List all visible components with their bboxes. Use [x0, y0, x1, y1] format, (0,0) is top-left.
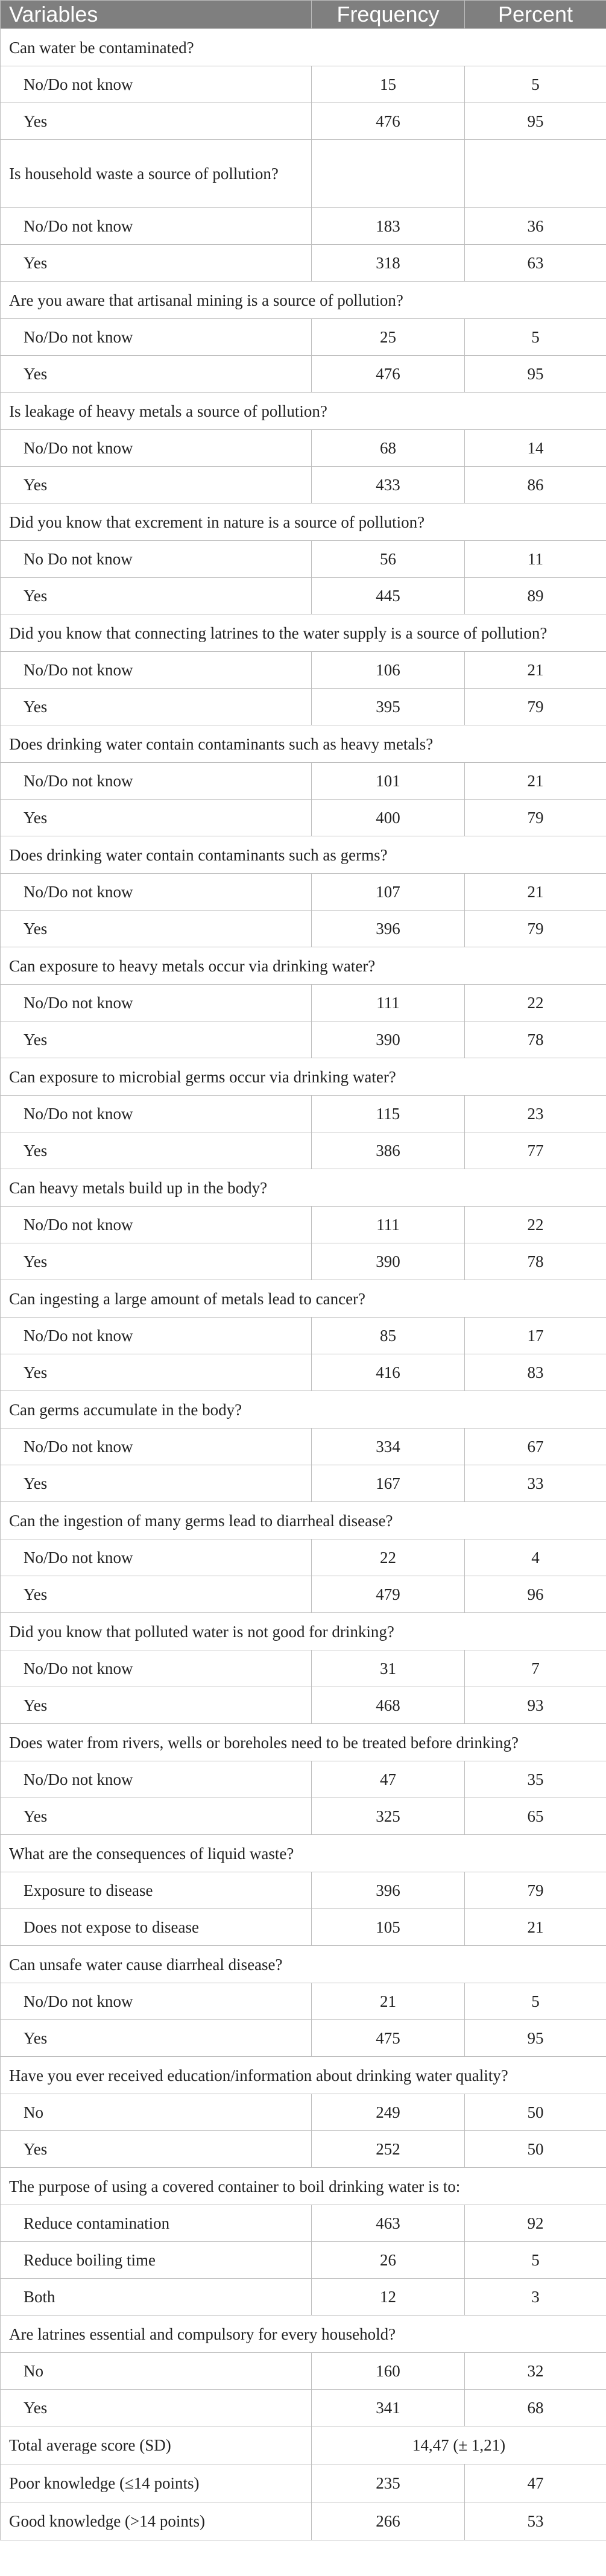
frequency-value: 396	[312, 911, 465, 947]
answer-label: Yes	[1, 245, 312, 282]
percent-value: 7	[465, 1650, 606, 1687]
answer-label: No Do not know	[1, 541, 312, 578]
answer-row	[1, 1207, 606, 1243]
answer-row	[1, 2131, 606, 2168]
answer-row	[1, 1983, 606, 2020]
question-row	[1, 504, 606, 541]
percent-value: 77	[465, 1132, 606, 1169]
frequency-value: 15	[312, 66, 465, 103]
frequency-value: 25	[312, 319, 465, 356]
answer-row	[1, 578, 606, 614]
header-percent: Percent	[465, 1, 606, 29]
frequency-value: 479	[312, 1576, 465, 1613]
answer-row	[1, 800, 606, 836]
answer-label: Yes	[1, 356, 312, 393]
empty-cell	[465, 140, 606, 208]
question-row	[1, 1724, 606, 1761]
answer-row	[1, 2205, 606, 2242]
frequency-value: 476	[312, 356, 465, 393]
answer-label: No/Do not know	[1, 652, 312, 689]
percent-value: 67	[465, 1428, 606, 1465]
frequency-value: 183	[312, 208, 465, 245]
frequency-value: 101	[312, 763, 465, 800]
question-row	[1, 614, 606, 652]
percent-value: 95	[465, 103, 606, 140]
question-text: Is household waste a source of pollution?	[1, 140, 312, 208]
frequency-value: 318	[312, 245, 465, 282]
header-row	[1, 1, 606, 29]
frequency-value: 400	[312, 800, 465, 836]
answer-label: No/Do not know	[1, 319, 312, 356]
frequency-value: 445	[312, 578, 465, 614]
answer-label: Yes	[1, 467, 312, 504]
answer-label: Yes	[1, 2131, 312, 2168]
question-text: Did you know that excrement in nature is a source of pollution?	[1, 504, 606, 541]
answer-label: Yes	[1, 1021, 312, 1058]
question-row	[1, 1058, 606, 1096]
question-text: What are the consequences of liquid waste?	[1, 1835, 606, 1872]
answer-label: No/Do not know	[1, 874, 312, 911]
question-text: Did you know that polluted water is not good for drinking?	[1, 1613, 606, 1650]
frequency-value: 252	[312, 2131, 465, 2168]
answer-row	[1, 356, 606, 393]
percent-value: 63	[465, 245, 606, 282]
percent-value: 35	[465, 1761, 606, 1798]
answer-row	[1, 911, 606, 947]
frequency-value: 476	[312, 103, 465, 140]
question-row	[1, 836, 606, 874]
frequency-value: 111	[312, 985, 465, 1021]
frequency-value: 21	[312, 1983, 465, 2020]
answer-row	[1, 245, 606, 282]
question-text: Can heavy metals build up in the body?	[1, 1169, 606, 1207]
answer-label: No/Do not know	[1, 985, 312, 1021]
frequency-value: 341	[312, 2390, 465, 2426]
answer-row	[1, 319, 606, 356]
answer-label: Yes	[1, 1576, 312, 1613]
percent-value: 5	[465, 66, 606, 103]
answer-label: No/Do not know	[1, 430, 312, 467]
answer-row	[1, 1465, 606, 1502]
percent-value: 96	[465, 1576, 606, 1613]
frequency-value: 22	[312, 1539, 465, 1576]
answer-row	[1, 689, 606, 725]
question-text: Can germs accumulate in the body?	[1, 1391, 606, 1428]
frequency-value: 56	[312, 541, 465, 578]
frequency-value: 334	[312, 1428, 465, 1465]
answer-row	[1, 430, 606, 467]
question-row	[1, 725, 606, 763]
frequency-value: 160	[312, 2353, 465, 2390]
good-knowledge-percent: 53	[465, 2502, 606, 2540]
frequency-value: 12	[312, 2279, 465, 2316]
frequency-value: 105	[312, 1909, 465, 1946]
frequency-value: 416	[312, 1354, 465, 1391]
answer-label: Yes	[1, 1798, 312, 1835]
frequency-value: 115	[312, 1096, 465, 1132]
poor-knowledge-row	[1, 2464, 606, 2502]
frequency-value: 325	[312, 1798, 465, 1835]
answer-label: Yes	[1, 578, 312, 614]
answer-label: Exposure to disease	[1, 1872, 312, 1909]
percent-value: 78	[465, 1021, 606, 1058]
frequency-value: 47	[312, 1761, 465, 1798]
answer-label: Yes	[1, 2390, 312, 2426]
question-row	[1, 1946, 606, 1983]
answer-row	[1, 1798, 606, 1835]
percent-value: 5	[465, 2242, 606, 2279]
answer-row	[1, 2094, 606, 2131]
percent-value: 92	[465, 2205, 606, 2242]
percent-value: 14	[465, 430, 606, 467]
question-text: Can ingesting a large amount of metals lead to cancer?	[1, 1280, 606, 1318]
question-row	[1, 2316, 606, 2353]
percent-value: 79	[465, 1872, 606, 1909]
question-row	[1, 2168, 606, 2205]
frequency-value: 395	[312, 689, 465, 725]
answer-label: No/Do not know	[1, 1318, 312, 1354]
question-text: Can the ingestion of many germs lead to diarrheal disease?	[1, 1502, 606, 1539]
percent-value: 17	[465, 1318, 606, 1354]
frequency-value: 390	[312, 1243, 465, 1280]
answer-row	[1, 763, 606, 800]
answer-label: Yes	[1, 1465, 312, 1502]
percent-value: 21	[465, 874, 606, 911]
question-row	[1, 1613, 606, 1650]
frequency-value: 249	[312, 2094, 465, 2131]
total-score-row	[1, 2426, 606, 2464]
frequency-value: 468	[312, 1687, 465, 1724]
answer-row	[1, 1428, 606, 1465]
answer-row	[1, 874, 606, 911]
percent-value: 93	[465, 1687, 606, 1724]
frequency-value: 390	[312, 1021, 465, 1058]
header-frequency: Frequency	[312, 1, 465, 29]
answer-row	[1, 1761, 606, 1798]
question-row	[1, 1169, 606, 1207]
total-score-value: 14,47 (± 1,21)	[312, 2426, 606, 2464]
answer-label: Yes	[1, 2020, 312, 2057]
answer-label: Yes	[1, 800, 312, 836]
question-text: Is leakage of heavy metals a source of pollution?	[1, 393, 606, 430]
answer-label: Yes	[1, 1243, 312, 1280]
percent-value: 22	[465, 985, 606, 1021]
percent-value: 79	[465, 689, 606, 725]
frequency-value: 463	[312, 2205, 465, 2242]
question-text: Does water from rivers, wells or boreholes need to be treated before drinking?	[1, 1724, 606, 1761]
answer-row	[1, 1354, 606, 1391]
question-row	[1, 1391, 606, 1428]
percent-value: 32	[465, 2353, 606, 2390]
answer-label: Yes	[1, 911, 312, 947]
table-body	[1, 29, 606, 2540]
percent-value: 95	[465, 2020, 606, 2057]
answer-row	[1, 467, 606, 504]
percent-value: 50	[465, 2131, 606, 2168]
answer-label: No/Do not know	[1, 1650, 312, 1687]
answer-row	[1, 2353, 606, 2390]
question-text: Did you know that connecting latrines to the water supply is a source of pollution?	[1, 614, 606, 652]
percent-value: 68	[465, 2390, 606, 2426]
answer-row	[1, 1096, 606, 1132]
frequency-value: 433	[312, 467, 465, 504]
answer-row	[1, 1576, 606, 1613]
answer-label: No	[1, 2094, 312, 2131]
percent-value: 83	[465, 1354, 606, 1391]
question-row	[1, 1835, 606, 1872]
poor-knowledge-percent: 47	[465, 2464, 606, 2502]
answer-row	[1, 541, 606, 578]
percent-value: 5	[465, 1983, 606, 2020]
answer-row	[1, 985, 606, 1021]
answer-label: Both	[1, 2279, 312, 2316]
answer-label: No/Do not know	[1, 1539, 312, 1576]
answer-row	[1, 2242, 606, 2279]
answer-row	[1, 103, 606, 140]
answer-label: Yes	[1, 103, 312, 140]
answer-row	[1, 652, 606, 689]
answer-row	[1, 208, 606, 245]
question-text: Have you ever received education/information about drinking water quality?	[1, 2057, 606, 2094]
frequency-value: 31	[312, 1650, 465, 1687]
header-variables: Variables	[1, 1, 312, 29]
answer-label: Yes	[1, 1354, 312, 1391]
answer-row	[1, 1132, 606, 1169]
frequency-value: 106	[312, 652, 465, 689]
percent-value: 86	[465, 467, 606, 504]
answer-label: Yes	[1, 1687, 312, 1724]
question-row	[1, 1502, 606, 1539]
percent-value: 79	[465, 911, 606, 947]
question-text: Are you aware that artisanal mining is a source of pollution?	[1, 282, 606, 319]
answer-label: No/Do not know	[1, 208, 312, 245]
frequency-value: 167	[312, 1465, 465, 1502]
answer-row	[1, 1687, 606, 1724]
answer-row	[1, 2020, 606, 2057]
frequency-value: 396	[312, 1872, 465, 1909]
answer-label: Yes	[1, 689, 312, 725]
frequency-value: 386	[312, 1132, 465, 1169]
question-row	[1, 1280, 606, 1318]
percent-value: 3	[465, 2279, 606, 2316]
answer-label: No/Do not know	[1, 1983, 312, 2020]
question-row	[1, 947, 606, 985]
percent-value: 78	[465, 1243, 606, 1280]
poor-knowledge-frequency: 235	[312, 2464, 465, 2502]
question-text: Are latrines essential and compulsory for every household?	[1, 2316, 606, 2353]
percent-value: 4	[465, 1539, 606, 1576]
question-text: Can exposure to heavy metals occur via drinking water?	[1, 947, 606, 985]
percent-value: 21	[465, 652, 606, 689]
percent-value: 36	[465, 208, 606, 245]
percent-value: 95	[465, 356, 606, 393]
answer-row	[1, 1872, 606, 1909]
question-row	[1, 29, 606, 66]
total-score-label: Total average score (SD)	[1, 2426, 312, 2464]
answer-label: No	[1, 2353, 312, 2390]
empty-cell	[312, 140, 465, 208]
answer-label: No/Do not know	[1, 1761, 312, 1798]
percent-value: 21	[465, 763, 606, 800]
answer-row	[1, 1650, 606, 1687]
question-row	[1, 140, 606, 208]
question-row	[1, 2057, 606, 2094]
good-knowledge-label: Good knowledge (>14 points)	[1, 2502, 312, 2540]
frequency-value: 111	[312, 1207, 465, 1243]
poor-knowledge-label: Poor knowledge (≤14 points)	[1, 2464, 312, 2502]
percent-value: 23	[465, 1096, 606, 1132]
answer-row	[1, 2279, 606, 2316]
answer-label: No/Do not know	[1, 1096, 312, 1132]
answer-label: Yes	[1, 1132, 312, 1169]
answer-row	[1, 66, 606, 103]
question-row	[1, 282, 606, 319]
answer-label: No/Do not know	[1, 66, 312, 103]
percent-value: 33	[465, 1465, 606, 1502]
frequency-value: 26	[312, 2242, 465, 2279]
percent-value: 79	[465, 800, 606, 836]
good-knowledge-frequency: 266	[312, 2502, 465, 2540]
good-knowledge-row	[1, 2502, 606, 2540]
answer-label: Reduce boiling time	[1, 2242, 312, 2279]
frequency-value: 475	[312, 2020, 465, 2057]
question-text: Can unsafe water cause diarrheal disease?	[1, 1946, 606, 1983]
answer-row	[1, 1243, 606, 1280]
question-text: Can exposure to microbial germs occur via drinking water?	[1, 1058, 606, 1096]
answer-label: No/Do not know	[1, 763, 312, 800]
percent-value: 89	[465, 578, 606, 614]
answer-row	[1, 2390, 606, 2426]
answer-row	[1, 1318, 606, 1354]
question-text: The purpose of using a covered container to boil drinking water is to:	[1, 2168, 606, 2205]
percent-value: 50	[465, 2094, 606, 2131]
answer-label: Does not expose to disease	[1, 1909, 312, 1946]
answer-label: Reduce contamination	[1, 2205, 312, 2242]
question-text: Does drinking water contain contaminants such as germs?	[1, 836, 606, 874]
answer-row	[1, 1539, 606, 1576]
question-row	[1, 393, 606, 430]
percent-value: 22	[465, 1207, 606, 1243]
question-text: Can water be contaminated?	[1, 29, 606, 66]
percent-value: 5	[465, 319, 606, 356]
answer-row	[1, 1021, 606, 1058]
frequency-value: 107	[312, 874, 465, 911]
percent-value: 21	[465, 1909, 606, 1946]
answer-label: No/Do not know	[1, 1207, 312, 1243]
frequency-value: 85	[312, 1318, 465, 1354]
percent-value: 65	[465, 1798, 606, 1835]
question-text: Does drinking water contain contaminants such as heavy metals?	[1, 725, 606, 763]
answer-row	[1, 1909, 606, 1946]
answer-label: No/Do not know	[1, 1428, 312, 1465]
frequency-value: 68	[312, 430, 465, 467]
percent-value: 11	[465, 541, 606, 578]
